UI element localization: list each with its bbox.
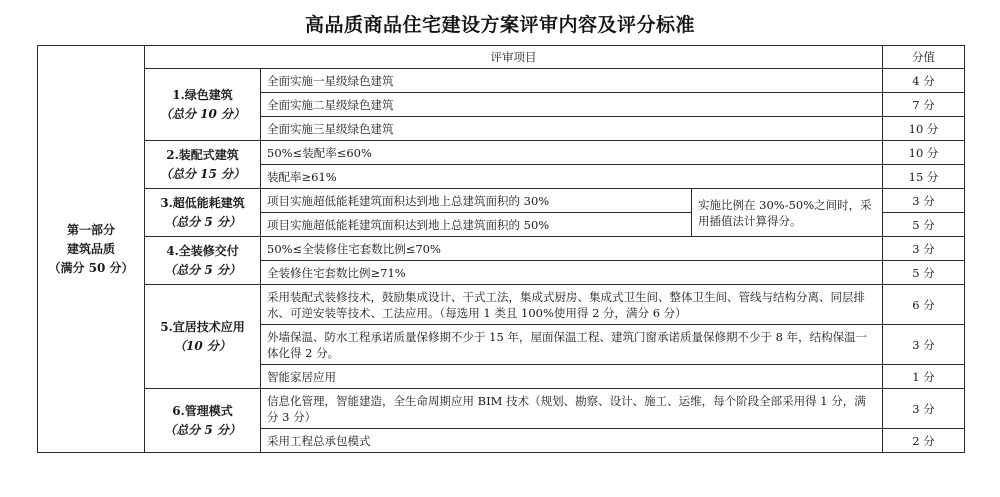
- item-text: 采用装配式装修技术，鼓励集成设计、干式工法，集成式厨房、集成式卫生间、整体卫生间、管线与结构分离、同层排水、可逆安装等技术、工法应用。（每选用 1 类且 100%使用得 2 分，满分 6 分）: [261, 285, 883, 325]
- category-total: （总分 5 分）: [164, 214, 241, 229]
- item-score: 5 分: [883, 213, 965, 237]
- item-score: 4 分: [883, 69, 965, 93]
- category-name: 4.全装修交付: [166, 243, 239, 258]
- table-row: [38, 69, 965, 93]
- section-line-2: 建筑品质: [66, 241, 115, 256]
- item-text: 全装修住宅套数比例≥71%: [261, 261, 883, 285]
- header-score: 分值: [883, 46, 965, 69]
- section-line-1: 第一部分: [66, 222, 115, 237]
- category-cell: [145, 141, 261, 189]
- item-text: 装配率≥61%: [261, 165, 883, 189]
- page-title: 高品质商品住宅建设方案评审内容及评分标准: [304, 14, 695, 36]
- category-total: （总分 5 分）: [164, 262, 241, 277]
- item-score: 10 分: [883, 141, 965, 165]
- interpolation-note: 实施比例在 30%-50%之间时，采用插值法计算得分。: [692, 189, 883, 237]
- table-row: [38, 389, 965, 429]
- item-score: 1 分: [883, 365, 965, 389]
- item-score: 3 分: [883, 325, 965, 365]
- item-text: 全面实施三星级绿色建筑: [261, 117, 883, 141]
- category-cell: [145, 189, 261, 237]
- item-text: 项目实施超低能耗建筑面积达到地上总建筑面积的 30%: [261, 189, 692, 213]
- table-row: [38, 189, 965, 213]
- item-score: 6 分: [883, 285, 965, 325]
- header-review-items: 评审项目: [145, 46, 883, 69]
- item-score: 7 分: [883, 93, 965, 117]
- category-cell: [145, 237, 261, 285]
- category-total: （总分 10 分）: [159, 106, 246, 121]
- item-text: 50%≤装配率≤60%: [261, 141, 883, 165]
- item-text: 信息化管理，智能建造，全生命周期应用 BIM 技术（规划、勘察、设计、施工、运维，每个阶段全部采用得 1 分，满分 3 分）: [261, 389, 883, 429]
- category-name: 3.超低能耗建筑: [160, 195, 245, 210]
- section-cell: [38, 46, 145, 453]
- item-score: 15 分: [883, 165, 965, 189]
- item-score: 3 分: [883, 237, 965, 261]
- category-cell: [145, 389, 261, 453]
- item-text: 外墙保温、防水工程承诺质量保修期不少于 15 年，屋面保温工程、建筑门窗承诺质量保修期不少于 8 年，结构保温一体化得 2 分。: [261, 325, 883, 365]
- table-row: [38, 285, 965, 325]
- category-cell: [145, 69, 261, 141]
- category-cell: [145, 285, 261, 389]
- item-text: 全面实施二星级绿色建筑: [261, 93, 883, 117]
- category-name: 2.装配式建筑: [166, 147, 239, 162]
- table-row: [38, 237, 965, 261]
- item-text: 全面实施一星级绿色建筑: [261, 69, 883, 93]
- category-name: 6.管理模式: [172, 403, 233, 418]
- table-row: [38, 141, 965, 165]
- item-text: 智能家居应用: [261, 365, 883, 389]
- item-score: 3 分: [883, 389, 965, 429]
- item-score: 3 分: [883, 189, 965, 213]
- category-name: 5.宜居技术应用: [160, 319, 245, 334]
- item-text: 采用工程总承包模式: [261, 429, 883, 453]
- item-text: 项目实施超低能耗建筑面积达到地上总建筑面积的 50%: [261, 213, 692, 237]
- table-header-row: [38, 46, 965, 69]
- section-line-3: （满分 50 分）: [48, 260, 134, 275]
- item-score: 10 分: [883, 117, 965, 141]
- category-total: （10 分）: [174, 338, 231, 353]
- category-total: （总分 5 分）: [164, 422, 241, 437]
- item-text: 50%≤全装修住宅套数比例≤70%: [261, 237, 883, 261]
- item-score: 2 分: [883, 429, 965, 453]
- category-total: （总分 15 分）: [159, 166, 246, 181]
- scoring-table: [37, 45, 965, 453]
- category-name: 1.绿色建筑: [172, 87, 233, 102]
- item-score: 5 分: [883, 261, 965, 285]
